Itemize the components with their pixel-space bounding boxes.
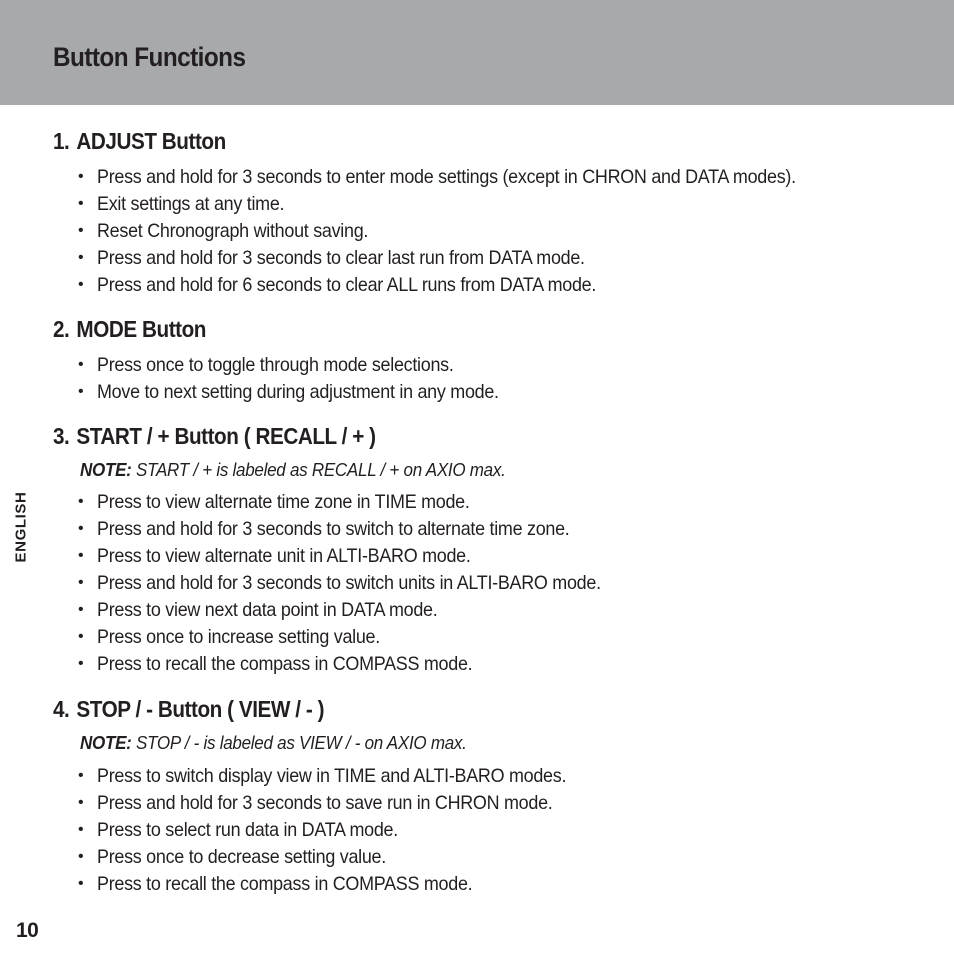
stop-button-list [78, 765, 607, 900]
list-item: • Press once to increase setting value. [78, 626, 380, 648]
list-item: • Move to next setting during adjustment in any mode. [78, 381, 499, 403]
section-title: ADJUST Button [76, 128, 226, 154]
bullet-icon: • [78, 168, 84, 185]
bullet-icon: • [78, 493, 84, 510]
bullet-icon: • [78, 574, 84, 591]
language-label: ENGLISH [12, 491, 30, 563]
bullet-icon: • [78, 249, 84, 266]
bullet-icon: • [78, 875, 84, 892]
section-number: 2. [53, 316, 70, 342]
section-number: 4. [53, 696, 70, 722]
list-item: • Press once to toggle through mode selections. [78, 354, 454, 376]
note-label: NOTE: [80, 732, 132, 753]
list-item: • Reset Chronograph without saving. [78, 220, 369, 242]
note-text: STOP / - is labeled as VIEW / - on AXIO max. [131, 732, 467, 753]
list-item: • Press to recall the compass in COMPASS mode. [78, 873, 473, 895]
bullet-icon: • [78, 767, 84, 784]
bullet-icon: • [78, 276, 84, 293]
bullet-icon: • [78, 848, 84, 865]
bullet-icon: • [78, 356, 84, 373]
bullet-icon: • [78, 222, 84, 239]
bullet-icon: • [78, 520, 84, 537]
section-title: START / + Button ( RECALL / + ) [76, 423, 376, 449]
section-heading-mode [53, 316, 206, 343]
page-title: Button Functions [53, 42, 246, 72]
bullet-icon: • [78, 628, 84, 645]
section-heading-adjust [53, 128, 226, 155]
section-title: STOP / - Button ( VIEW / - ) [76, 696, 325, 722]
adjust-button-list [78, 166, 857, 301]
list-item: • Press and hold for 3 seconds to clear last run from DATA mode. [78, 247, 585, 269]
start-button-note [80, 459, 506, 481]
list-item: • Press and hold for 6 seconds to clear ALL runs from DATA mode. [78, 274, 597, 296]
section-heading-stop [53, 696, 324, 723]
list-item: • Exit settings at any time. [78, 193, 285, 215]
list-item: • Press and hold for 3 seconds to switch units in ALTI-BARO mode. [78, 572, 601, 594]
start-button-list [78, 491, 645, 680]
bullet-icon: • [78, 655, 84, 672]
page-header [0, 0, 954, 105]
list-item: • Press and hold for 3 seconds to enter mode settings (except in CHRON and DATA modes). [78, 166, 796, 188]
section-number: 1. [53, 128, 70, 154]
bullet-icon: • [78, 821, 84, 838]
page-number: 10 [16, 919, 39, 942]
section-number: 3. [53, 423, 70, 449]
list-item: • Press and hold for 3 seconds to save run in CHRON mode. [78, 792, 553, 814]
note-label: NOTE: [80, 459, 132, 480]
mode-button-list [78, 354, 534, 408]
list-item: • Press to switch display view in TIME and ALTI-BARO modes. [78, 765, 567, 787]
list-item: • Press to view alternate time zone in TIME mode. [78, 491, 470, 513]
bullet-icon: • [78, 601, 84, 618]
list-item: • Press to view next data point in DATA mode. [78, 599, 438, 621]
section-title: MODE Button [76, 316, 206, 342]
bullet-icon: • [78, 794, 84, 811]
section-heading-start [53, 423, 376, 450]
bullet-icon: • [78, 195, 84, 212]
stop-button-note [80, 732, 467, 754]
note-text: START / + is labeled as RECALL / + on AXIO max. [131, 459, 506, 480]
list-item: • Press to view alternate unit in ALTI-BARO mode. [78, 545, 471, 567]
list-item: • Press and hold for 3 seconds to switch to alternate time zone. [78, 518, 570, 540]
list-item: • Press to recall the compass in COMPASS mode. [78, 653, 473, 675]
bullet-icon: • [78, 383, 84, 400]
bullet-icon: • [78, 547, 84, 564]
list-item: • Press to select run data in DATA mode. [78, 819, 398, 841]
list-item: • Press once to decrease setting value. [78, 846, 386, 868]
